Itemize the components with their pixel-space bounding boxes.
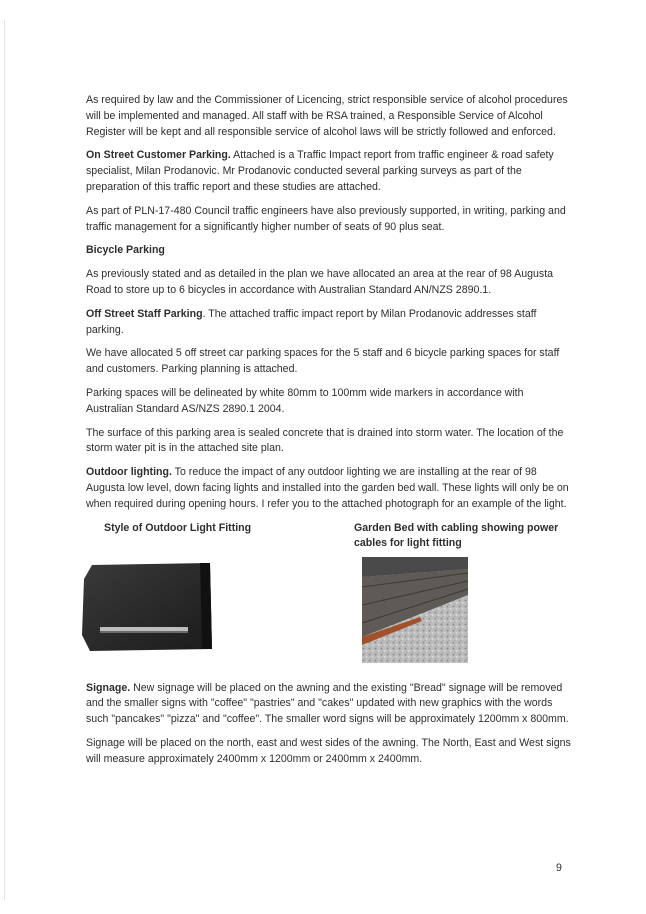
council-traffic-paragraph: As part of PLN-17-480 Council traffic engineers have also previously supported, in writing, parking and traffic management for a significantly higher number of seats of 90 plus seat. (86, 204, 566, 233)
page-edge (4, 20, 5, 900)
allocated-spaces-paragraph: We have allocated 5 off street car parking spaces for the 5 staff and 6 bicycle parking spaces for staff and customers. Parking planning is attached. (86, 347, 560, 376)
staff-parking-heading: Off Street Staff Parking (86, 307, 203, 320)
signage-paragraph (86, 681, 572, 728)
signage-sides-paragraph: Signage will be placed on the north, east and west sides of the awning. The North, East and West signs will measure approximately 2400mm x 1200mm or 2400mm x 2400mm. (86, 736, 571, 765)
garden-bed-photo (362, 557, 468, 663)
outdoor-lighting-heading: Outdoor lighting. (86, 466, 172, 479)
alcohol-service-paragraph: As required by law and the Commissioner of Licencing, strict responsible service of alcohol procedures will be implemented and managed. All staff with be RSA trained, a Responsible Service of Alcohol Register will be kept and all responsible service of alcohol laws will be strictly followed and enforced. (86, 94, 568, 138)
surface-paragraph: The surface of this parking area is sealed concrete that is drained into storm water. The location of the storm water pit is in the attached site plan. (86, 426, 564, 455)
staff-parking-text: . The attached traffic impact report by Milan Prodanovic addresses staff parking. (86, 307, 537, 336)
outdoor-lighting-paragraph (86, 465, 572, 512)
outdoor-lighting-text: To reduce the impact of any outdoor lighting we are installing at the rear of 98 Augusta low level, down facing lights and installed into the garden bed wall. These lights will only be on when required during opening hours. I refer you to the attached photograph for an example of the light. (86, 466, 569, 510)
page-number: 9 (556, 862, 562, 874)
customer-parking-heading: On Street Customer Parking. (86, 149, 231, 162)
signage-heading: Signage. (86, 681, 131, 694)
staff-parking-paragraph (86, 307, 572, 339)
signage-text: New signage will be placed on the awning and the existing "Bread" signage will be removed and the smaller signs with "coffee" "pastries" and "cakes" updated with new graphics with the words such "pancakes" "pizza" and "coffee". The smaller word signs will be approximately 1200mm x 800mm. (86, 681, 569, 726)
light-fitting-photo (82, 563, 214, 653)
customer-parking-text: Attached is a Traffic Impact report from traffic engineer & road safety specialist, Milan Prodanovic. Mr Prodanovic conducted several parking surveys as part of the preparation of this traffic report and these studies are attached. (86, 149, 554, 193)
light-fitting-caption: Style of Outdoor Light Fitting (104, 521, 252, 534)
bicycle-parking-paragraph: As previously stated and as detailed in the plan we have allocated an area at the rear of 98 Augusta Road to store up to 6 bicycles in accordance with Australian Standard AN/NZS 2890.1. (86, 268, 554, 296)
bicycle-parking-heading: Bicycle Parking (86, 244, 165, 257)
photo-row (82, 521, 572, 673)
document-body (86, 93, 572, 776)
markers-paragraph: Parking spaces will be delineated by white 80mm to 100mm wide markers in accordance with Australian Standard AS/NZS 2890.1 2004. (86, 386, 524, 415)
garden-bed-caption: Garden Bed with cabling showing power cables for light fitting (354, 521, 559, 550)
customer-parking-paragraph (86, 148, 572, 195)
